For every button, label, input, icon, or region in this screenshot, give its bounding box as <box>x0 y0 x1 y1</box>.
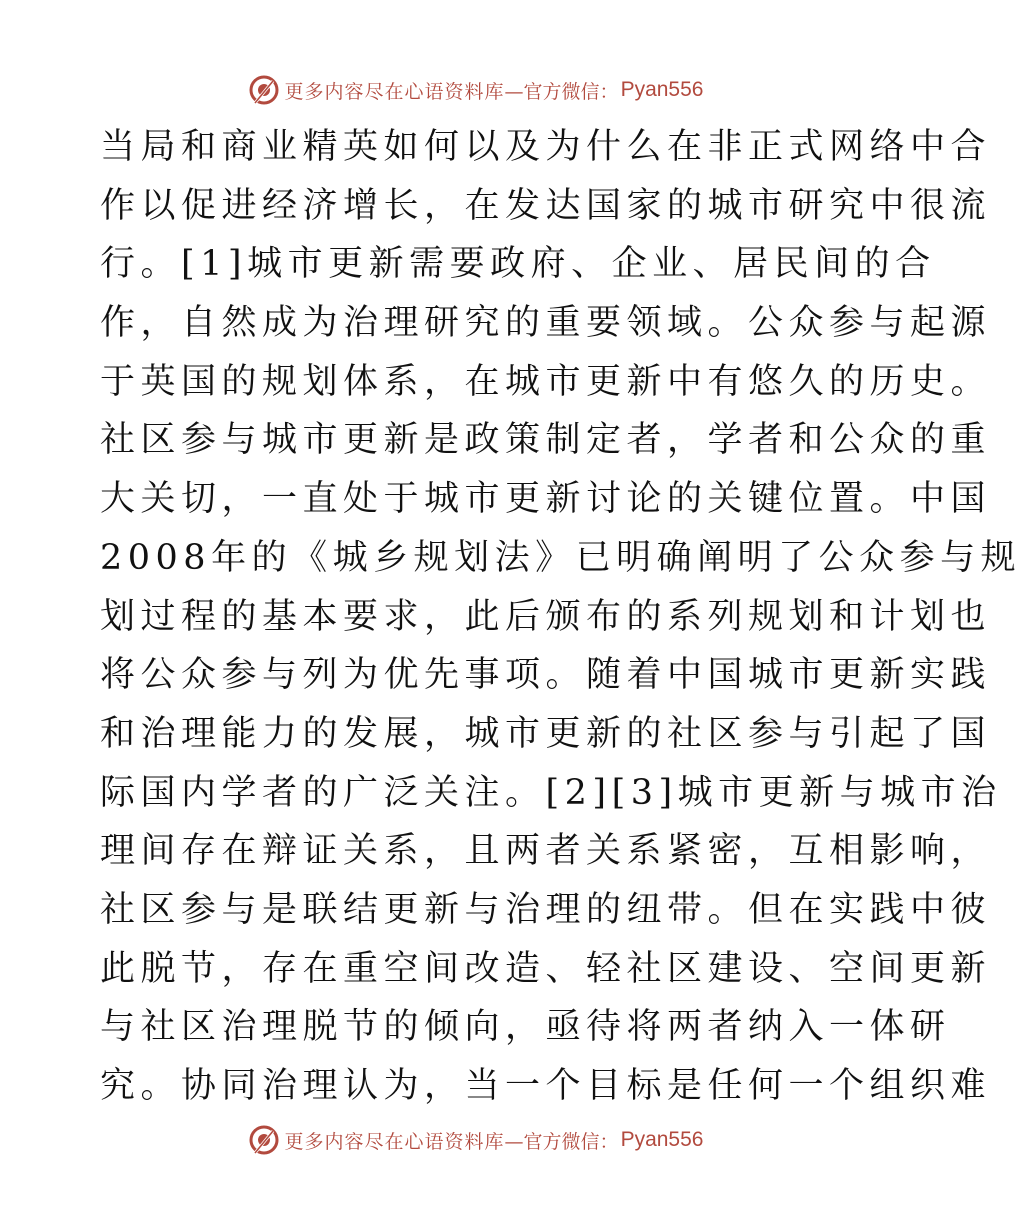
watermark-wechat-id: Pyan556 <box>620 78 704 101</box>
watermark-separator: —官方微信： <box>504 80 619 103</box>
text-line: 作以促进经济增长，在发达国家的城市研究中很流 <box>100 185 992 226</box>
text-line: 社区参与是联结更新与治理的纽带。但在实践中彼 <box>100 889 992 930</box>
text-line: 此脱节，存在重空间改造、轻社区建设、空间更新 <box>100 948 992 989</box>
pen-logo-icon <box>247 1123 281 1157</box>
text-line: 于英国的规划体系，在城市更新中有悠久的历史。 <box>100 361 992 402</box>
text-line: 作，自然成为治理研究的重要领域。公众参与起源 <box>100 303 992 344</box>
pen-logo-icon <box>247 73 281 107</box>
text-line: 理间存在辩证关系，且两者关系紧密，互相影响， <box>100 831 992 872</box>
header-watermark <box>0 70 950 110</box>
text-line: 划过程的基本要求，此后颁布的系列规划和计划也 <box>100 596 992 637</box>
text-line: 将公众参与列为优先事项。随着中国城市更新实践 <box>100 655 992 696</box>
footer-watermark <box>0 1120 950 1160</box>
text-line: 2008年的《城乡规划法》已明确阐明了公众参与规 <box>100 537 1021 578</box>
text-line: 大关切，一直处于城市更新讨论的关键位置。中国 <box>100 479 992 520</box>
body-text <box>100 118 1021 1116</box>
text-line: 当局和商业精英如何以及为什么在非正式网络中合 <box>100 127 992 167</box>
watermark-separator: —官方微信： <box>504 1130 619 1153</box>
text-line: 和治理能力的发展，城市更新的社区参与引起了国 <box>100 713 992 754</box>
text-line: 究。协同治理认为，当一个目标是任何一个组织难 <box>100 1066 992 1106</box>
watermark-text: 更多内容尽在心语资料库 <box>284 1130 505 1153</box>
watermark-text: 更多内容尽在心语资料库 <box>284 80 505 103</box>
text-line: 与社区治理脱节的倾向，亟待将两者纳入一体研 <box>100 1007 951 1048</box>
text-line: 际国内学者的广泛关注。[2][3]城市更新与城市治 <box>100 772 1002 813</box>
text-line: 社区参与城市更新是政策制定者，学者和公众的重 <box>100 420 992 461</box>
watermark-wechat-id: Pyan556 <box>620 1128 704 1151</box>
text-line: 行。[1]城市更新需要政府、企业、居民间的合 <box>100 244 936 285</box>
